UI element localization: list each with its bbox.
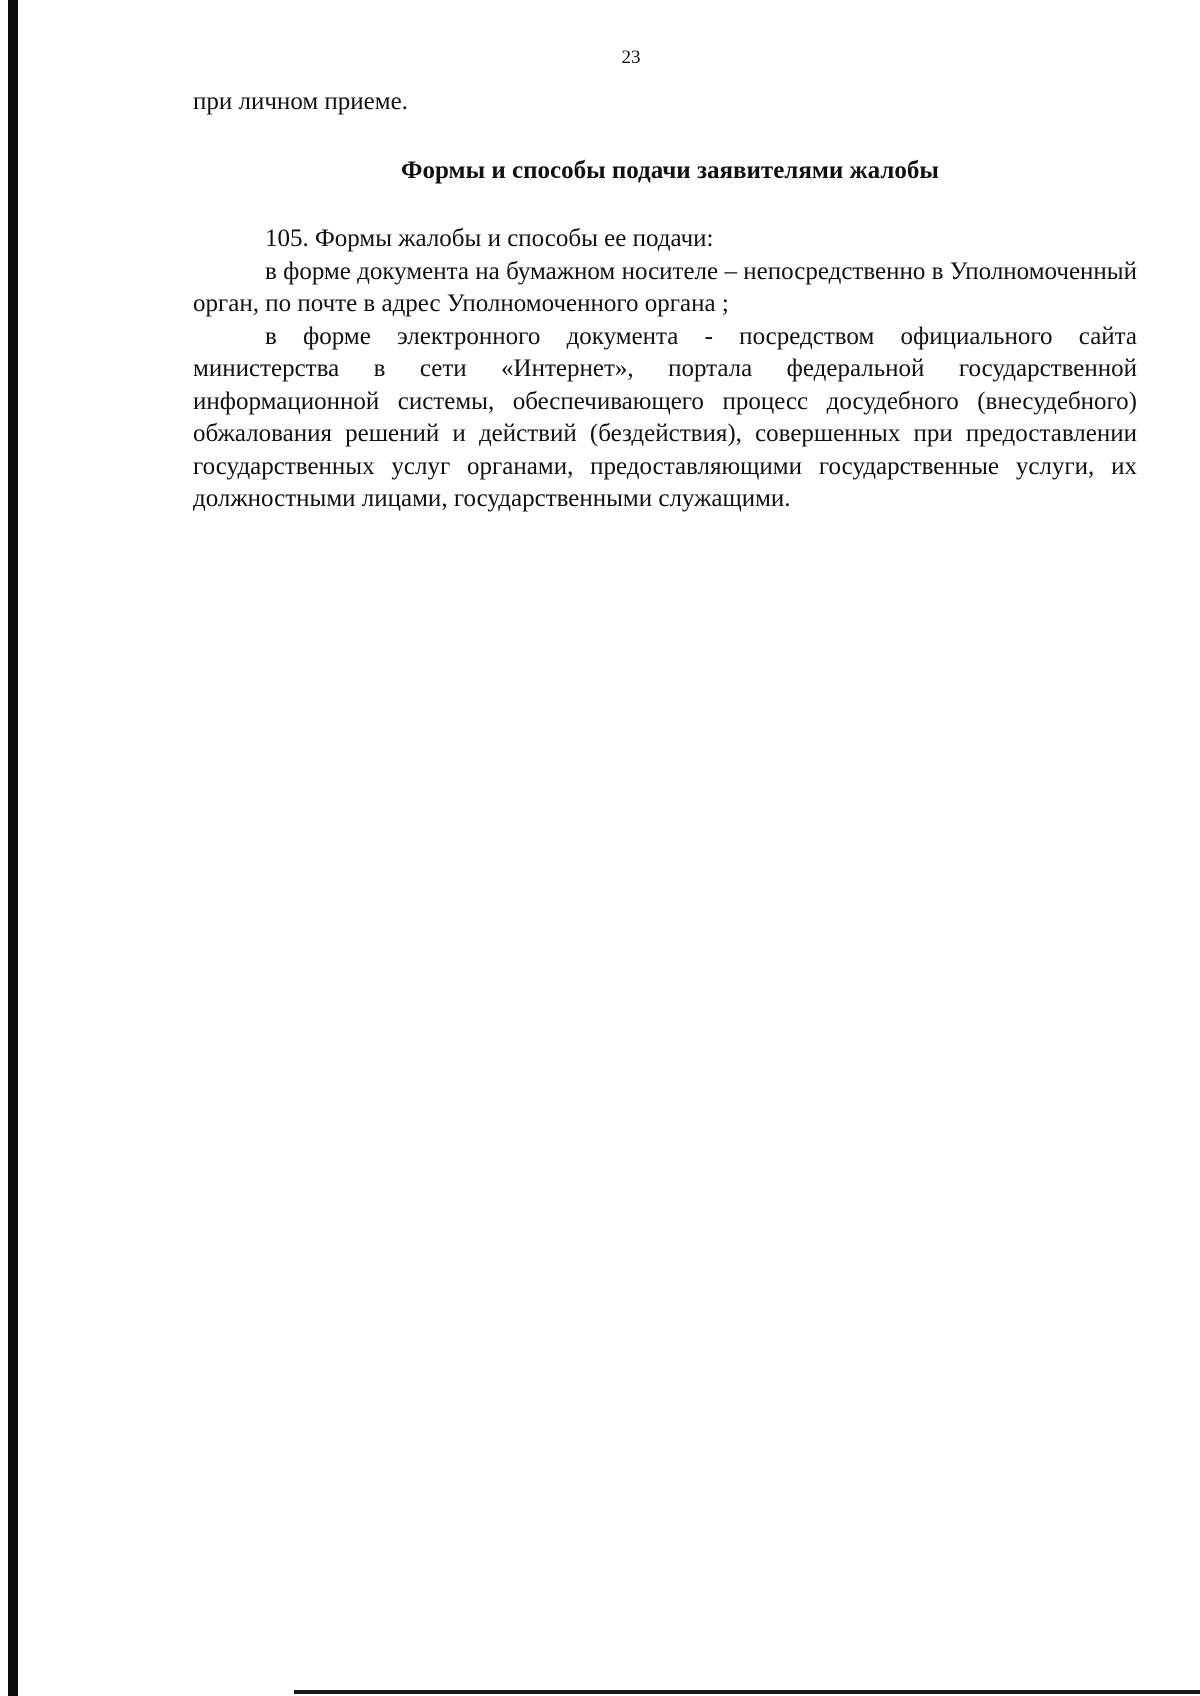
paragraph-electronic-form: в форме электронного документа - посредством официального сайта министерства в сети «Интернет», портала федеральной государственной информационной системы, обеспечивающего процесс досудебного (внесудебного) обжалования решений и действий (бездействия), совершенных при предоставлении государственных услуг органами, предоставляющими государственные услуги, их должностными лицами, государственными служащими. — [193, 322, 1137, 512]
document-body — [193, 86, 1137, 516]
page-number: 23 — [621, 47, 641, 68]
scan-border-left — [8, 0, 18, 1696]
paragraph-paper-form: в форме документа на бумажном носителе – непосредственно в Уполномоченный орган, по почте в адрес Уполномоченного органа ; — [193, 257, 1137, 317]
scan-border-bottom — [294, 1690, 1200, 1694]
section-heading: Формы и способы подачи заявителями жалобы — [401, 156, 939, 184]
paragraph-105-intro: 105. Формы жалобы и способы ее подачи: — [265, 225, 714, 252]
continuation-text: при личном приеме. — [193, 88, 408, 115]
